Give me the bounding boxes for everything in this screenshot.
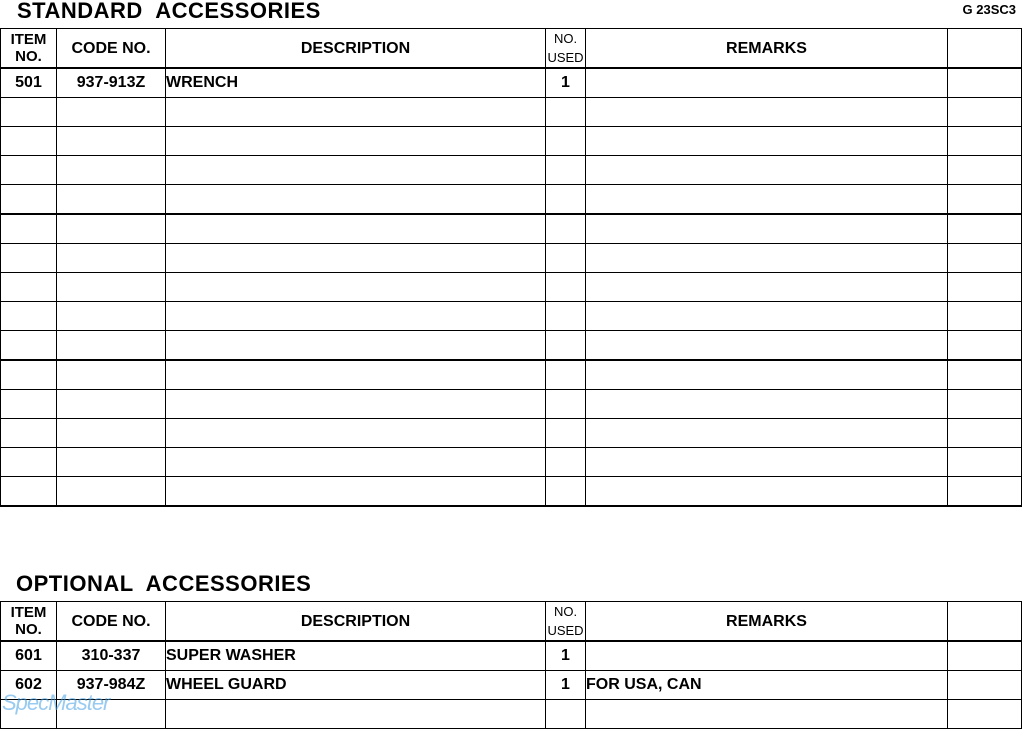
remarks-cell: FOR USA, CAN xyxy=(586,671,948,700)
extra-cell xyxy=(948,671,1022,700)
code-no-cell: 937-984Z xyxy=(57,671,166,700)
no-used-header: NO. USED xyxy=(546,29,586,69)
table-header-row xyxy=(1,29,1022,69)
table-row xyxy=(1,273,1022,302)
standard-accessories-table xyxy=(0,28,1022,507)
item-no-cell: 501 xyxy=(1,68,57,98)
table-header-row xyxy=(1,602,1022,642)
table-row xyxy=(1,641,1022,671)
description-header: DESCRIPTION xyxy=(166,29,546,69)
table-row xyxy=(1,448,1022,477)
table-row xyxy=(1,700,1022,729)
table-row xyxy=(1,302,1022,331)
watermark-logo: SpecMaster xyxy=(2,690,110,715)
standard-accessories-title: STANDARD ACCESSORIES xyxy=(17,0,321,23)
document-code: G 23SC3 xyxy=(962,2,1016,17)
remarks-header: REMARKS xyxy=(586,602,948,642)
item-no-header: ITEM NO. xyxy=(1,29,57,69)
no-used-cell: 1 xyxy=(546,641,586,671)
no-used-cell: 1 xyxy=(546,671,586,700)
table-row xyxy=(1,127,1022,156)
remarks-cell xyxy=(586,641,948,671)
optional-accessories-table xyxy=(0,601,1022,729)
table-row xyxy=(1,419,1022,448)
table-row xyxy=(1,214,1022,244)
no-used-cell: 1 xyxy=(546,68,586,98)
description-cell: WRENCH xyxy=(166,68,546,98)
table-row xyxy=(1,360,1022,390)
item-no-cell: 601 xyxy=(1,641,57,671)
remarks-cell xyxy=(586,68,948,98)
extra-cell xyxy=(948,68,1022,98)
code-no-cell: 937-913Z xyxy=(57,68,166,98)
remarks-header: REMARKS xyxy=(586,29,948,69)
extra-header xyxy=(948,29,1022,69)
table-row xyxy=(1,390,1022,419)
extra-header xyxy=(948,602,1022,642)
table-row xyxy=(1,156,1022,185)
item-no-header: ITEM NO. xyxy=(1,602,57,642)
extra-cell xyxy=(948,641,1022,671)
table-row xyxy=(1,671,1022,700)
table-row xyxy=(1,244,1022,273)
no-used-header: NO. USED xyxy=(546,602,586,642)
description-cell: SUPER WASHER xyxy=(166,641,546,671)
table-row xyxy=(1,331,1022,361)
table-row xyxy=(1,185,1022,215)
table-row xyxy=(1,98,1022,127)
item-no-cell: 602 xyxy=(1,671,57,700)
description-cell: WHEEL GUARD xyxy=(166,671,546,700)
description-header: DESCRIPTION xyxy=(166,602,546,642)
code-no-header: CODE NO. xyxy=(57,29,166,69)
table-row xyxy=(1,68,1022,98)
table-row xyxy=(1,477,1022,507)
optional-accessories-title: OPTIONAL ACCESSORIES xyxy=(16,571,312,596)
code-no-cell: 310-337 xyxy=(57,641,166,671)
code-no-header: CODE NO. xyxy=(57,602,166,642)
